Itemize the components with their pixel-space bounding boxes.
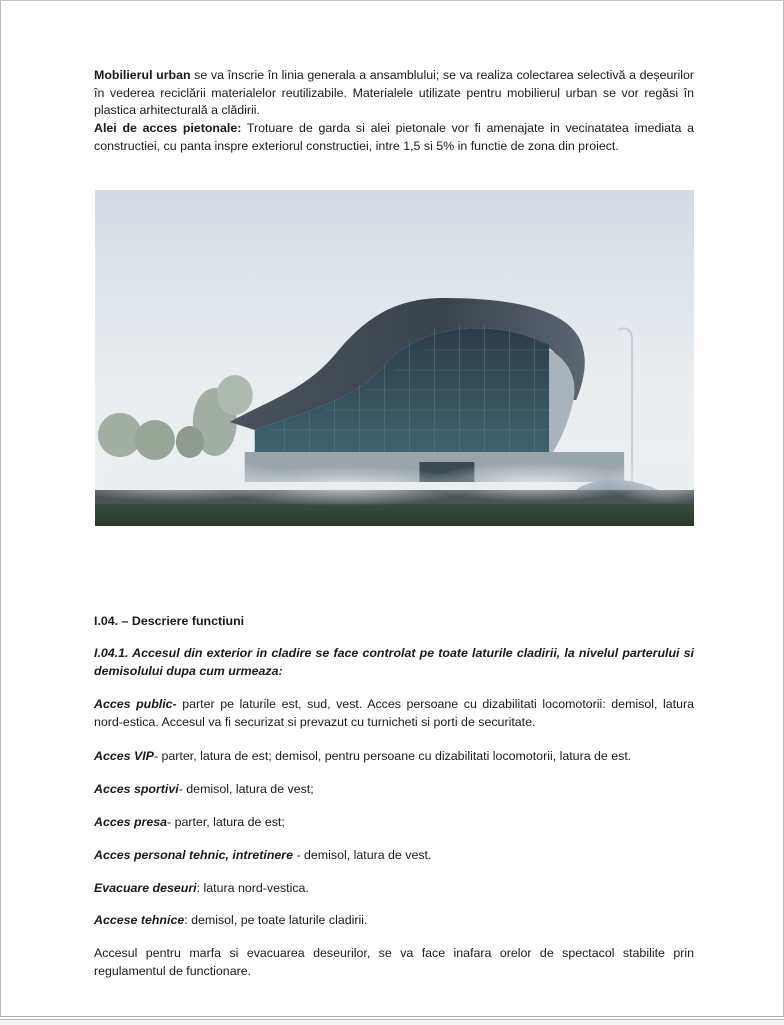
access-item-key: Acces sportivi xyxy=(94,782,179,796)
access-item xyxy=(94,781,694,799)
access-item xyxy=(94,696,694,731)
section-subtitle: I.04.1. Accesul din exterior in cladire se face controlat pe toate laturile cladirii, la nivelul parterului si demisolului dupa cum urmeaza: xyxy=(94,646,694,678)
paragraph-mobilier-urban xyxy=(94,67,694,120)
access-item-key: Acces personal tehnic, intretinere xyxy=(94,848,294,862)
access-item xyxy=(94,912,694,930)
access-item-key: Acces presa xyxy=(94,815,168,829)
mobilier-text: se va înscrie în linia generala a ansamblului; se va realiza colectarea selectivă a deșeurilor în vederea reciclării materialelor reutilizabile. Materialele utilizate pentru mobilierul urban se vor regăsi în plastica arhitecturală a clădirii. xyxy=(94,68,694,117)
next-page-edge xyxy=(0,1019,784,1025)
access-item-text: - demisol, latura de vest; xyxy=(178,782,314,796)
access-item-text: : demisol, pe toate laturile cladirii. xyxy=(184,913,368,927)
access-item-key: Accese tehnice xyxy=(94,913,185,927)
access-item-key: Evacuare deseuri xyxy=(94,881,197,895)
access-item-text: : latura nord-vestica. xyxy=(196,881,309,895)
access-item xyxy=(94,748,694,766)
access-item xyxy=(94,880,694,898)
access-item-text: - parter, latura de est; xyxy=(167,815,285,829)
alei-text: Trotuare de garda si alei pietonale vor fi amenajate in vecinatatea imediata a constructiei, cu panta inspre exteriorul constructiei, intre 1,5 si 5% in functie de zona din proiect. xyxy=(94,121,695,153)
access-item-text: parter pe laturile est, sud, vest. Acces persoane cu dizabilitati locomotorii: demisol, latura nord-estica. Accesul va fi securizat si prevazut cu turnicheti si porti de securitate. xyxy=(94,697,694,729)
access-item-text: - parter, latura de est; demisol, pentru persoane cu dizabilitati locomotorii, latura de est. xyxy=(153,749,632,763)
access-item xyxy=(94,847,694,865)
building-rendering-image xyxy=(95,190,694,526)
closing-paragraph: Accesul pentru marfa si evacuarea deseurilor, se va face inafara orelor de spectacol stabilite prin regulamentul de functionare. xyxy=(94,946,694,978)
access-item-key: Acces VIP xyxy=(94,749,154,763)
grass xyxy=(95,504,694,526)
building-rendering-svg xyxy=(95,190,694,526)
access-item-key: Acces public- xyxy=(94,697,177,711)
access-item-text: - demisol, latura de vest. xyxy=(293,848,432,862)
section-title: I.04. – Descriere functiuni xyxy=(94,614,245,628)
mobilier-label: Mobilierul urban xyxy=(94,68,191,82)
paragraph-alei-acces xyxy=(94,120,694,155)
access-item xyxy=(94,814,694,832)
alei-label: Alei de acces pietonale: xyxy=(94,121,242,135)
